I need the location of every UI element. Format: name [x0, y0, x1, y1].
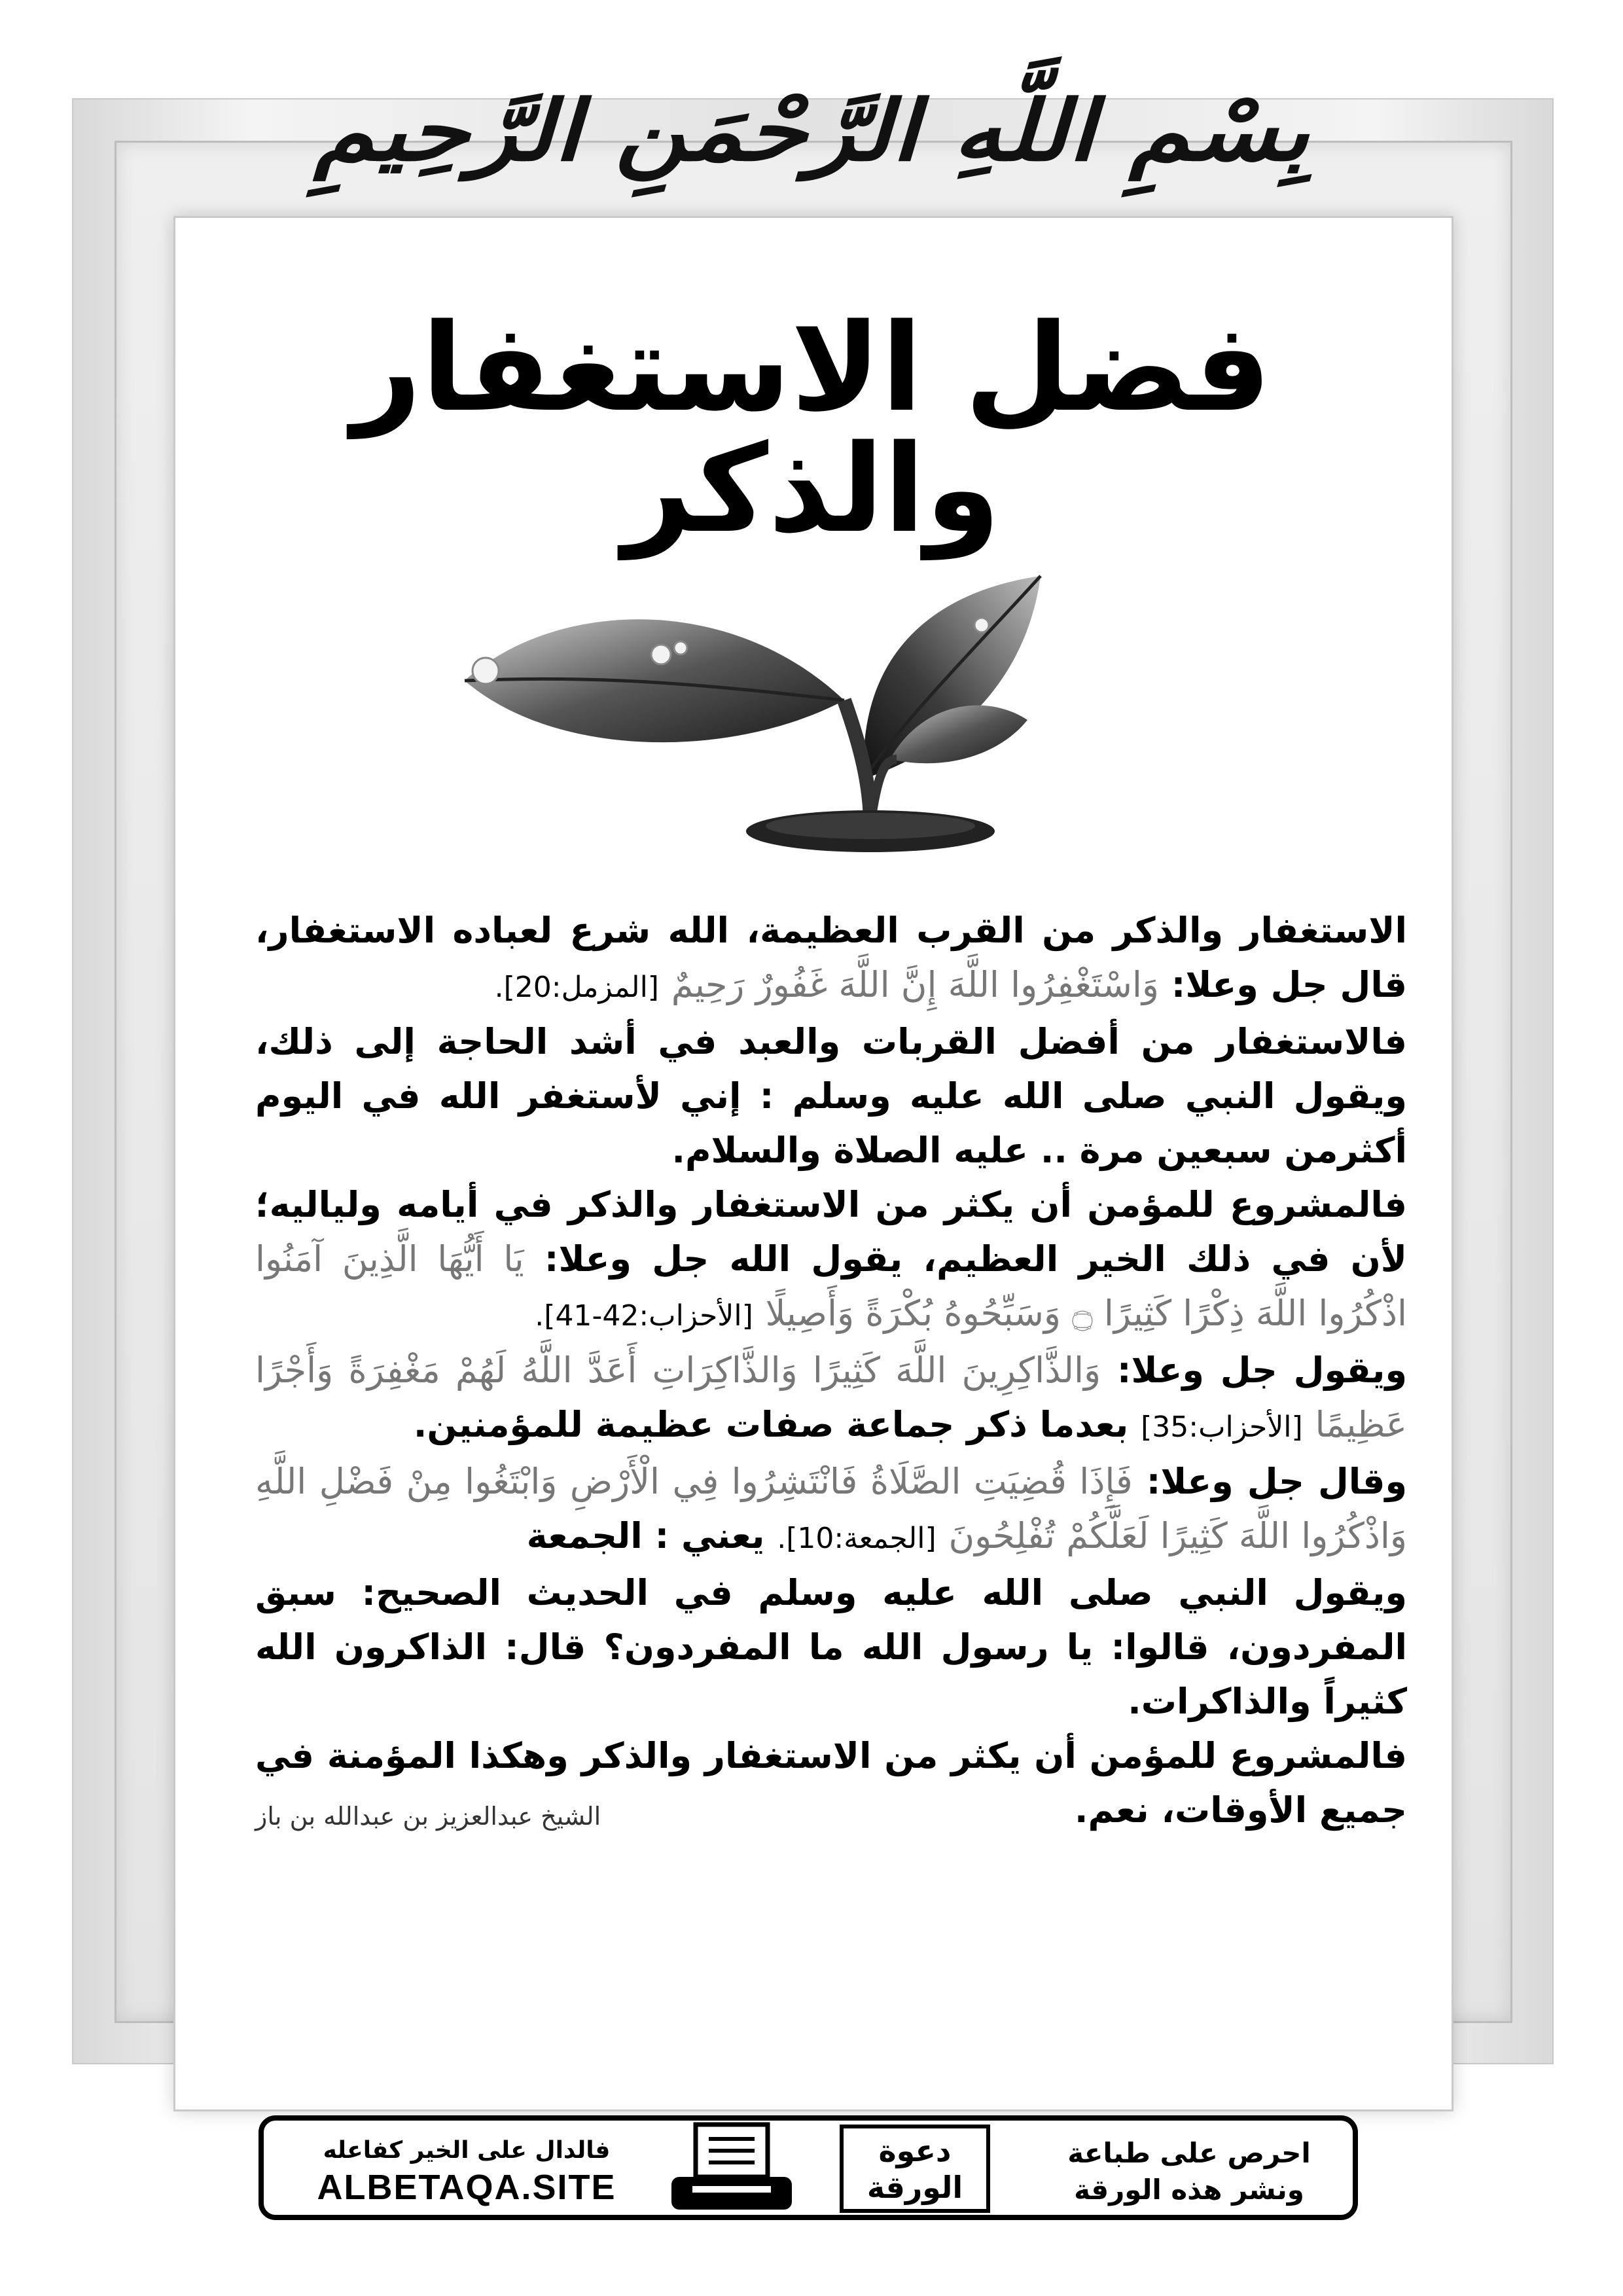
author-credit: الشيخ عبدالعزيز بن عبدالله بن باز	[255, 1802, 601, 1831]
paragraph-7	[255, 1729, 1407, 1837]
quran-verse: وَاسْتَغْفِرُوا اللَّهَ إِنَّ اللَّهَ غَفُورٌ رَحِيمٌ	[671, 964, 1159, 1005]
paragraph-text: فالمشروع للمؤمن أن يكثر من الاستغفار والذكر وهكذا المؤمنة في جميع الأوقات، نعم.	[255, 1735, 1407, 1831]
basmala-text: بِسْمِ اللَّهِ الرَّحْمَنِ الرَّحِيمِ	[313, 82, 1310, 180]
paragraph-text: بعدما ذكر جماعة صفات عظيمة للمؤمنين.	[413, 1404, 1141, 1445]
website-link[interactable]: ALBETAQA.SITE	[317, 2168, 616, 2207]
quran-verse: وَالذَّاكِرِينَ اللَّهَ كَثِيرًا وَالذَّاكِرَاتِ أَعَدَّ اللَّهُ لَهُمْ مَغْفِرَةً وَأَجْرًا عَظِيمًا	[255, 1350, 1407, 1445]
footer-banner	[259, 2115, 1358, 2220]
paragraph-2: فالاستغفار من أفضل القربات والعبد في أشد الحاجة إلى ذلك، ويقول النبي صلى الله عليه وسلم : إني لأستغفر الله في اليوم أكثرمن سبعين مرة .. عليه الصلاة والسلام.	[255, 1021, 1407, 1171]
verse-reference: [المزمل:20].	[494, 971, 659, 1004]
article-body	[255, 903, 1407, 2075]
paragraph-text: وقال جل وعلا:	[1132, 1461, 1408, 1502]
footer-line: احرص على طباعة	[1067, 2137, 1311, 2169]
page-title: فضل الاستغفار والذكر	[351, 297, 1272, 560]
quran-verse: يَا أَيُّهَا الَّذِينَ آمَنُوا اذْكُرُوا اللَّهَ ذِكْرًا كَثِيرًا ۝ وَسَبِّحُوهُ بُكْرَةً وَأَصِيلًا	[255, 1238, 1407, 1334]
footer-slogan: فالدال على الخير كفاعله	[323, 2137, 611, 2164]
footer-website-block	[296, 2135, 637, 2208]
dawah-logo	[840, 2125, 990, 2213]
verse-reference: [الجمعة:10].	[777, 1522, 936, 1555]
quran-verse: فَإِذَا قُضِيَتِ الصَّلَاةُ فَانْتَشِرُوا فِي الْأَرْضِ وَابْتَغُوا مِنْ فَضْلِ اللَّهِ وَاذْكُرُوا اللَّهَ كَثِيرًا لَعَلَّكُمْ تُفْلِحُونَ	[255, 1461, 1407, 1556]
paragraph-1	[255, 903, 1407, 1014]
printer-icon	[666, 2122, 797, 2217]
paragraph-5	[255, 1454, 1407, 1566]
verse-reference: [الأحزاب:42-41].	[535, 1299, 753, 1333]
verse-reference: [الأحزاب:35]	[1141, 1410, 1303, 1444]
paragraph-3	[255, 1177, 1407, 1343]
paragraph-text: الاستغفار والذكر من القرب العظيمة، الله شرع لعباده الاستغفار، قال جل وعلا:	[255, 910, 1407, 1005]
logo-text: دعوة	[878, 2132, 952, 2168]
paragraph-text: ويقول جل وعلا:	[1101, 1350, 1408, 1391]
paragraph-6: ويقول النبي صلى الله عليه وسلم في الحديث الصحيح: سبق المفردون، قالوا: يا رسول الله ما المفردون؟ قال: الذاكرون الله كثيراً والذاكرات.	[255, 1572, 1407, 1722]
basmala-header	[313, 26, 1310, 236]
footer-line: ونشر هذه الورقة	[1074, 2174, 1304, 2206]
plant-leaves-illustration	[452, 563, 1073, 864]
logo-text: الورقة	[866, 2169, 963, 2205]
paragraph-text: فالمشروع للمؤمن أن يكثر من الاستغفار والذكر في أيامه ولياليه؛ لأن في ذلك الخير العظيم، يقول الله جل وعلا:	[255, 1184, 1407, 1280]
paragraph-4	[255, 1343, 1407, 1454]
paragraph-text: يعني : الجمعة	[526, 1515, 777, 1556]
footer-print-note	[1052, 2135, 1327, 2208]
